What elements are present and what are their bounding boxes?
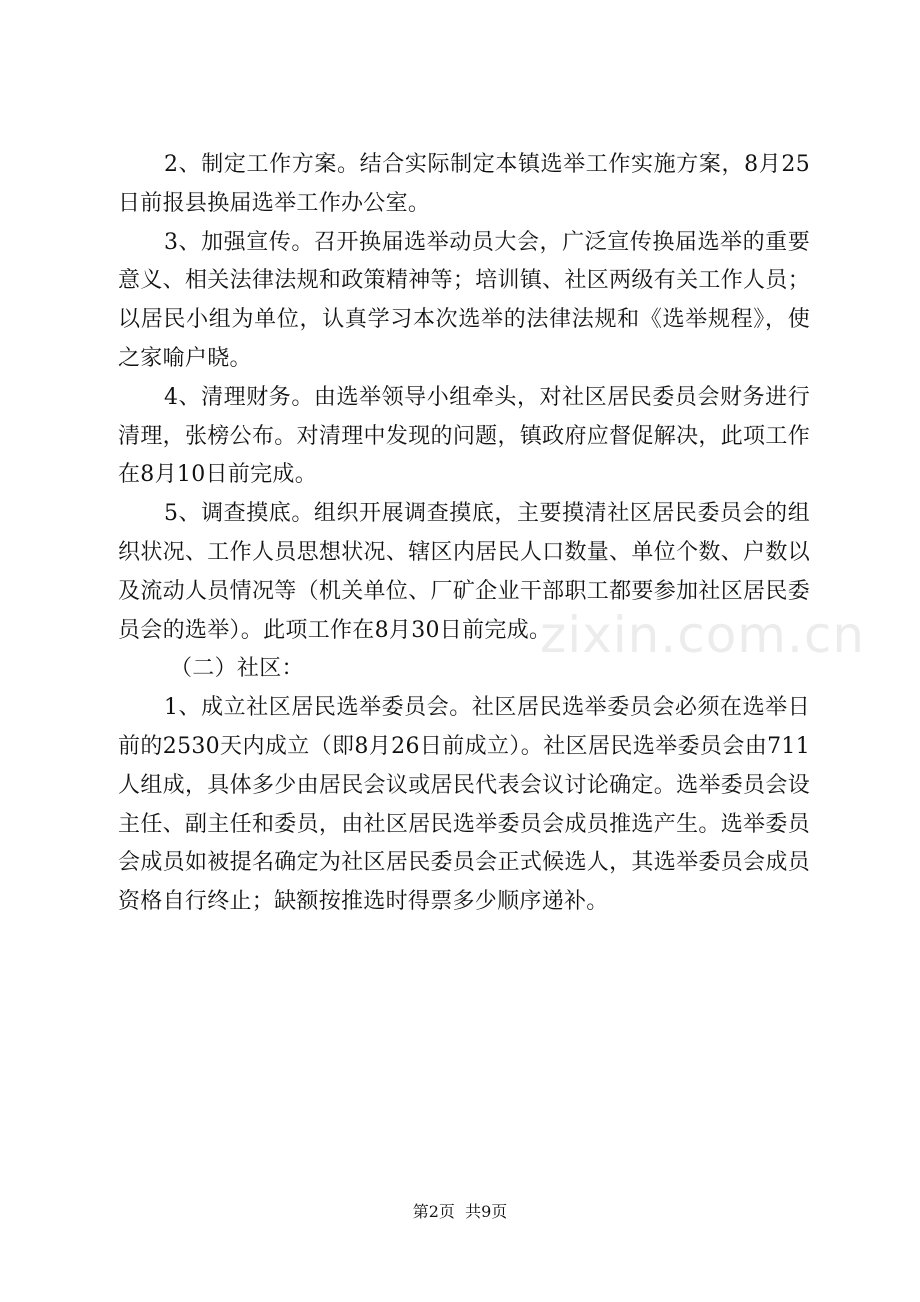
paragraph-publicity: 3、加强宣传。召开换届选举动员大会，广泛宣传换届选举的重要意义、相关法律法规和政策精神等；培训镇、社区两级有关工作人员；以居民小组为单位，认真学习本次选举的法律法规和《选举规程》，使之家喻户晓。: [118, 229, 810, 371]
page-number: 第2页: [412, 1202, 455, 1221]
paragraph-survey: 5、调查摸底。组织开展调查摸底，主要摸清社区居民委员会的组织状况、工作人员思想状况、辖区内居民人口数量、单位个数、户数以及流动人员情况等（机关单位、厂矿企业干部职工都要参加社区居民委员会的选举）。此项工作在8月30日前完成。: [118, 501, 810, 643]
page-footer: [0, 1202, 920, 1222]
page-total: 共9页: [465, 1202, 508, 1221]
site-watermark: zixin.com.cn: [540, 606, 866, 664]
paragraph-finance: 4、清理财务。由选举领导小组牵头，对社区居民委员会财务进行清理，张榜公布。对清理中发现的问题，镇政府应督促解决，此项工作在8月10日前完成。: [118, 384, 810, 488]
section-heading-community: （二）社区：: [170, 656, 304, 682]
paragraph-election-committee: 1、成立社区居民选举委员会。社区居民选举委员会必须在选举日前的2530天内成立（即8月26日前成立）。社区居民选举委员会由711人组成，具体多少由居民会议或居民代表会议讨论确定。选举委员会设主任、副主任和委员，由社区居民选举委员会成员推选产生。选举委员会成员如被提名确定为社区居民委员会正式候选人，其选举委员会成员资格自行终止；缺额按推选时得票多少顺序递补。: [118, 695, 810, 915]
document-body: [118, 146, 810, 922]
paragraph-work-plan: 2、制定工作方案。结合实际制定本镇选举工作实施方案，8月25日前报县换届选举工作办公室。: [118, 152, 810, 216]
